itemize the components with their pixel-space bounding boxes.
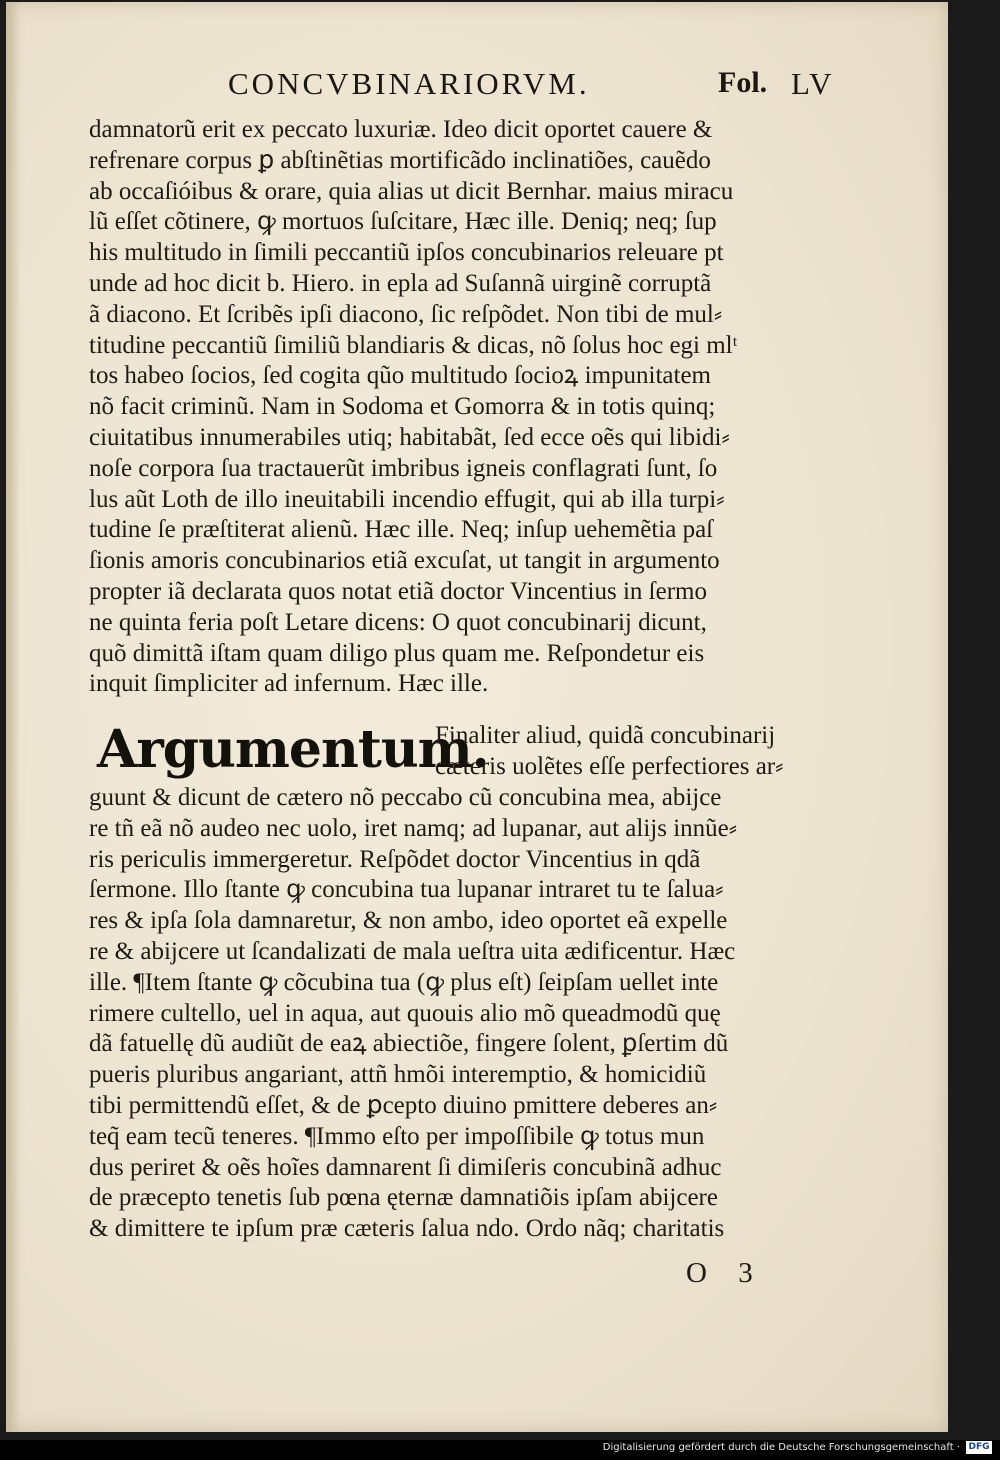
main-text-block: [89, 115, 849, 700]
digitization-credit: Digitalisierung gefördert durch die Deutsche Forschungsgemeinschaft ·: [602, 1442, 960, 1453]
text-line: unde ad hoc dicit b. Hiero. in epla ad Suſannã uirginẽ corruptã: [89, 269, 712, 297]
text-line: inquit ſimpliciter ad infernum. Hæc ille.: [89, 670, 489, 698]
text-line: cæteris uolẽtes eſſe perfectiores ar⸗: [435, 752, 784, 780]
text-line: lũ eſſet cõtinere, ꝙ mortuos ſuſcitare, Hæc ille. Deniq; neq; ſup: [89, 208, 717, 236]
text-line: ſionis amoris concubinarios etiã excuſat, ut tangit in argumento: [89, 547, 720, 575]
book-page: [6, 2, 948, 1432]
text-line: & dimittere te ipſum præ cæteris ſalua ndo. Ordo nãq; charitatis: [89, 1215, 725, 1243]
text-line: ã diacono. Et ſcribẽs ipſi diacono, ſic reſpõdet. Non tibi de mul⸗: [89, 300, 723, 328]
text-line: titudine peccantiũ ſimiliũ blandiaris & dicas, nõ ſolus hoc egi mlᵗ: [89, 331, 738, 359]
text-line: tibi permittendũ eſſet, & de ꝑcepto diuino pmittere deberes an⸗: [89, 1091, 718, 1119]
heading-side-text: [435, 721, 855, 783]
text-line: re & abijcere ut ſcandalizati de mala ueſtra uita ædificentur. Hæc: [89, 937, 736, 965]
text-line: lus aũt Loth de illo ineuitabili incendio effugit, qui ab illa turpi⸗: [89, 485, 725, 513]
text-line: res & ipſa ſola damnaretur, & non ambo, ideo oportet eã expelle: [89, 907, 728, 935]
text-line: ab occaſióibus & orare, quia alias ut dicit Bernhar. maius miracu: [89, 177, 734, 205]
text-line: ſermone. Illo ſtante ꝙ concubina tua lupanar intraret tu te ſalua⸗: [89, 876, 724, 904]
section-heading: Argumentum.: [97, 719, 489, 780]
text-line: tos habeo ſocios, ſed cogita qũo multitudo ſocioꝝ impunitatem: [89, 362, 711, 390]
text-line: nõ facit criminũ. Nam in Sodoma et Gomorra & in totis quinq;: [89, 393, 716, 421]
text-line: quõ dimittã iſtam quam diligo plus quam me. Reſpondetur eis: [89, 639, 705, 667]
text-line: ciuitatibus innumerabiles utiq; habitabãt, ſed ecce oẽs qui libidi⸗: [89, 423, 730, 451]
folio-number: LV: [791, 66, 834, 101]
page-header: [6, 66, 948, 106]
text-line: dã fatuellę dũ audiũt de eaꝝ abiectiõe, fingere ſolent, ꝑſertim dũ: [89, 1030, 729, 1058]
text-line: propter iã declarata quos notat etiã doctor Vincentius in ſermo: [89, 577, 707, 605]
text-line: noſe corpora ſua tractauerũt imbribus igneis conflagrati ſunt, ſo: [89, 454, 718, 482]
text-line: guunt & dicunt de cætero nõ peccabo cũ concubina mea, abijce: [89, 784, 722, 811]
text-line: teq̃ eam tecũ teneres. ¶Immo eſto per impoſſibile ꝙ totus mun: [89, 1122, 705, 1150]
text-line: ille. ¶Item ſtante ꝙ cõcubina tua (ꝙ plus eſt) ſeipſam uellet inte: [89, 968, 719, 996]
signature-mark: O 3: [686, 1257, 765, 1289]
text-line: de præcepto tenetis ſub pœna ęternæ damnatiõis ipſam abijcere: [89, 1184, 718, 1212]
text-line: his multitudo in ſimili peccantiũ ipſos concubinarios releuare pt: [89, 239, 724, 267]
text-line: dus periret & oẽs hoĩes damnarent ſi dimiſeris concubinã adhuc: [89, 1153, 722, 1181]
text-line: ne quinta feria poſt Letare dicens: O quot concubinarij dicunt,: [89, 608, 707, 636]
text-line: rimere cultello, uel in aqua, aut quouis alio mõ queadmodũ quę: [89, 999, 721, 1027]
text-line: damnatorũ erit ex peccato luxuriæ. Ideo dicit oportet cauere &: [89, 116, 713, 143]
text-line: ris periculis immergeretur. Reſpõdet doctor Vincentius in qdã: [89, 845, 701, 873]
section-text-block: [89, 783, 849, 1245]
text-line: refrenare corpus ꝑ abſtinẽtias mortificãdo inclinatiões, cauẽdo: [89, 146, 711, 174]
running-title: CONCVBINARIORVM.: [228, 66, 590, 101]
text-line: tudine ſe præſtiterat alienũ. Hæc ille. Neq; inſup uehemẽtia paſ: [89, 516, 714, 544]
dfg-logo: DFG: [966, 1441, 992, 1454]
folio-label: Fol.: [718, 66, 768, 99]
text-line: re tñ eã nõ audeo nec uolo, iret namq; ad lupanar, aut alijs innũe⸗: [89, 814, 738, 842]
text-line: Finaliter aliud, quidã concubinarij: [435, 722, 776, 749]
text-line: pueris pluribus angariant, attñ hmõi interemptio, & homicidiũ: [89, 1061, 707, 1089]
page-gutter-shadow: [6, 2, 20, 1432]
